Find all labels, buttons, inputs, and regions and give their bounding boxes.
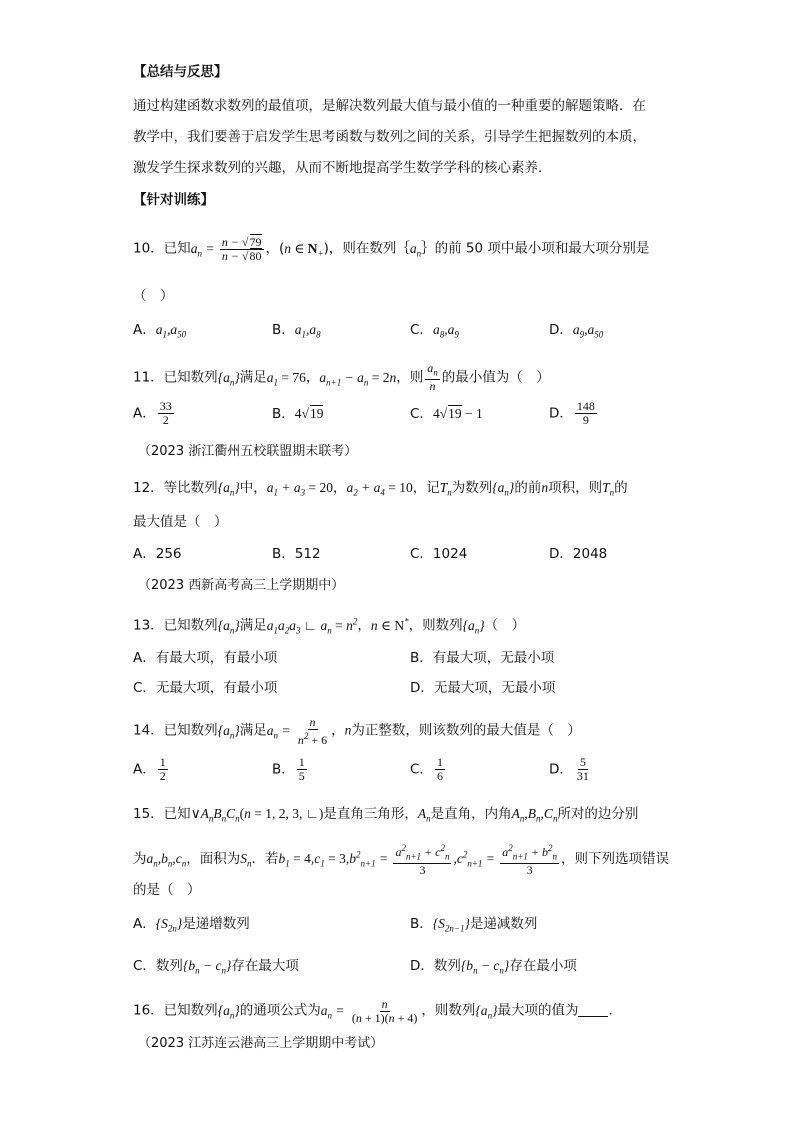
summary-line-1: 通过构建函数求数列的最值项，是解决数列最大值与最小值的一种重要的解题策略．在 [133, 98, 646, 114]
q13-option-c: C．无最大项，有最小项 [133, 680, 278, 696]
q14-option-a: A． $\frac{1}{2}$ [133, 755, 166, 783]
q12-stem: 12．等比数列$\{a_n\}$中，$a_1 + a_3 = 20$，$a_2 + a_4 = 10$，记$T_n$为数列$\{a_n\}$的前n项积，则$T_n$的 [133, 480, 628, 498]
answer-blank [578, 1016, 608, 1017]
q15-option-b: B．$\{S_{2n-1}\}$是递减数列 [410, 916, 538, 934]
q15-stem: 15．已知$\vee A_nB_nC_n(n = 1$, 2, 3, ∟)是直角三角形，$A_n$是直角，内角$A_n,B_n,C_n$所对的边分别 [133, 806, 639, 824]
q15-option-a: A．$\{S_{2n}\}$是递增数列 [133, 916, 250, 934]
q15-line-3: 的是（ ） [133, 882, 201, 898]
q13-option-d: D．无最大项，无最小项 [410, 680, 556, 696]
q16-stem: 16．已知数列$\{a_n\}$的通项公式为$a_n$ = $\frac{n}{(n + 1)(n + 4)}$ ，则数列$\{a_n\}$最大项的值为 ． [133, 997, 622, 1025]
q10-number: 10．已知 [133, 240, 191, 257]
q10-stem: 10．已知$a_n$ = $\frac{n - √79}{n - √80}$ ，(n ∈ $N_+$)，则在数列$\{a_n\}$的前 50 项中最小项和最大项分别是 [133, 235, 650, 263]
summary-line-2: 教学中，我们要善于启发学生思考函数与数列之间的关系，引导学生把握数列的本质， [133, 129, 646, 145]
q14-option-d: D． $\frac{5}{31}$ [549, 755, 589, 783]
q10-option-c: C．$a_8,a_9$ [410, 322, 459, 340]
q11-source: （2023 浙江衢州五校联盟期末联考） [138, 444, 358, 459]
summary-heading: 【总结与反思】 [133, 64, 228, 80]
training-heading: 【针对训练】 [133, 192, 214, 208]
summary-line-3: 激发学生探求数列的兴趣，从而不断地提高学生数学学科的核心素养． [133, 160, 552, 176]
q15-option-c: C．数列$\{b_n - c_n\}$存在最大项 [133, 958, 299, 976]
q10-option-d: D．$a_9,a_{50}$ [549, 322, 604, 340]
q12-option-a: A．256 [133, 546, 182, 562]
q14-option-c: C． $\frac{1}{6}$ [410, 755, 443, 783]
q10-paren: （ ） [133, 288, 174, 304]
q12-line-2: 最大值是（ ） [133, 514, 228, 530]
q10-option-b: B．$a_1,a_8$ [272, 322, 321, 340]
q12-option-c: C．1024 [410, 546, 468, 562]
q15-option-d: D．数列$\{b_n - c_n\}$存在最小项 [410, 958, 577, 976]
q11-option-a: A． $\frac{33}{2}$ [133, 399, 172, 427]
q11-stem: 11．已知数列$\{a_n\}$满足$a_1 = 76$，$a_{n+1} - a_n = 2n$，则 $\frac{a_n}{n}$ 的最小值为（ ） [133, 361, 550, 394]
q12-option-b: B．512 [272, 546, 321, 562]
q10-formula: $a_n$ = $\frac{n - √79}{n - √80}$ [190, 235, 262, 263]
q16-source: （2023 江苏连云港高三上学期期中考试） [138, 1036, 384, 1051]
q10-option-a: A．$a_1,a_{50}$ [133, 322, 187, 340]
q11-option-b: B．4√19 [272, 406, 324, 422]
q15-line-2: 为$a_n,b_n,c_n$，面积为$S_n$．若$b_1 = 4,c_1 = 3,b^2_{n+1}$ = $\frac{a^2_{n+1} + c^2_n}{3}$ $,c^2_{n+1}$ = $\frac{a^2_{n+1} + b^2_n}{3}$ ，则下列选项错误 [133, 843, 669, 878]
q13-stem: 13．已知数列$\{a_n\}$满足$a_1a_2a_3$ ∟ $a_n = n^2$，n ∈ N*，则数列$\{a_n\}$（ ） [133, 616, 526, 636]
q14-stem: 14．已知数列$\{a_n\}$满足$a_n$ = $\frac{n}{n^2 + 6}$ ，n为正整数，则该数列的最大值是（ ） [133, 715, 581, 747]
q12-option-d: D．2048 [549, 546, 608, 562]
q14-option-b: B． $\frac{1}{5}$ [272, 755, 305, 783]
q11-option-c: C．4√19 − 1 [410, 406, 483, 422]
q11-option-d: D． $\frac{148}{9}$ [549, 399, 595, 427]
q13-option-b: B．有最大项，无最小项 [410, 650, 555, 666]
q13-option-a: A．有最大项，有最小项 [133, 650, 278, 666]
q12-source: （2023 西新高考高三上学期期中） [138, 578, 345, 593]
